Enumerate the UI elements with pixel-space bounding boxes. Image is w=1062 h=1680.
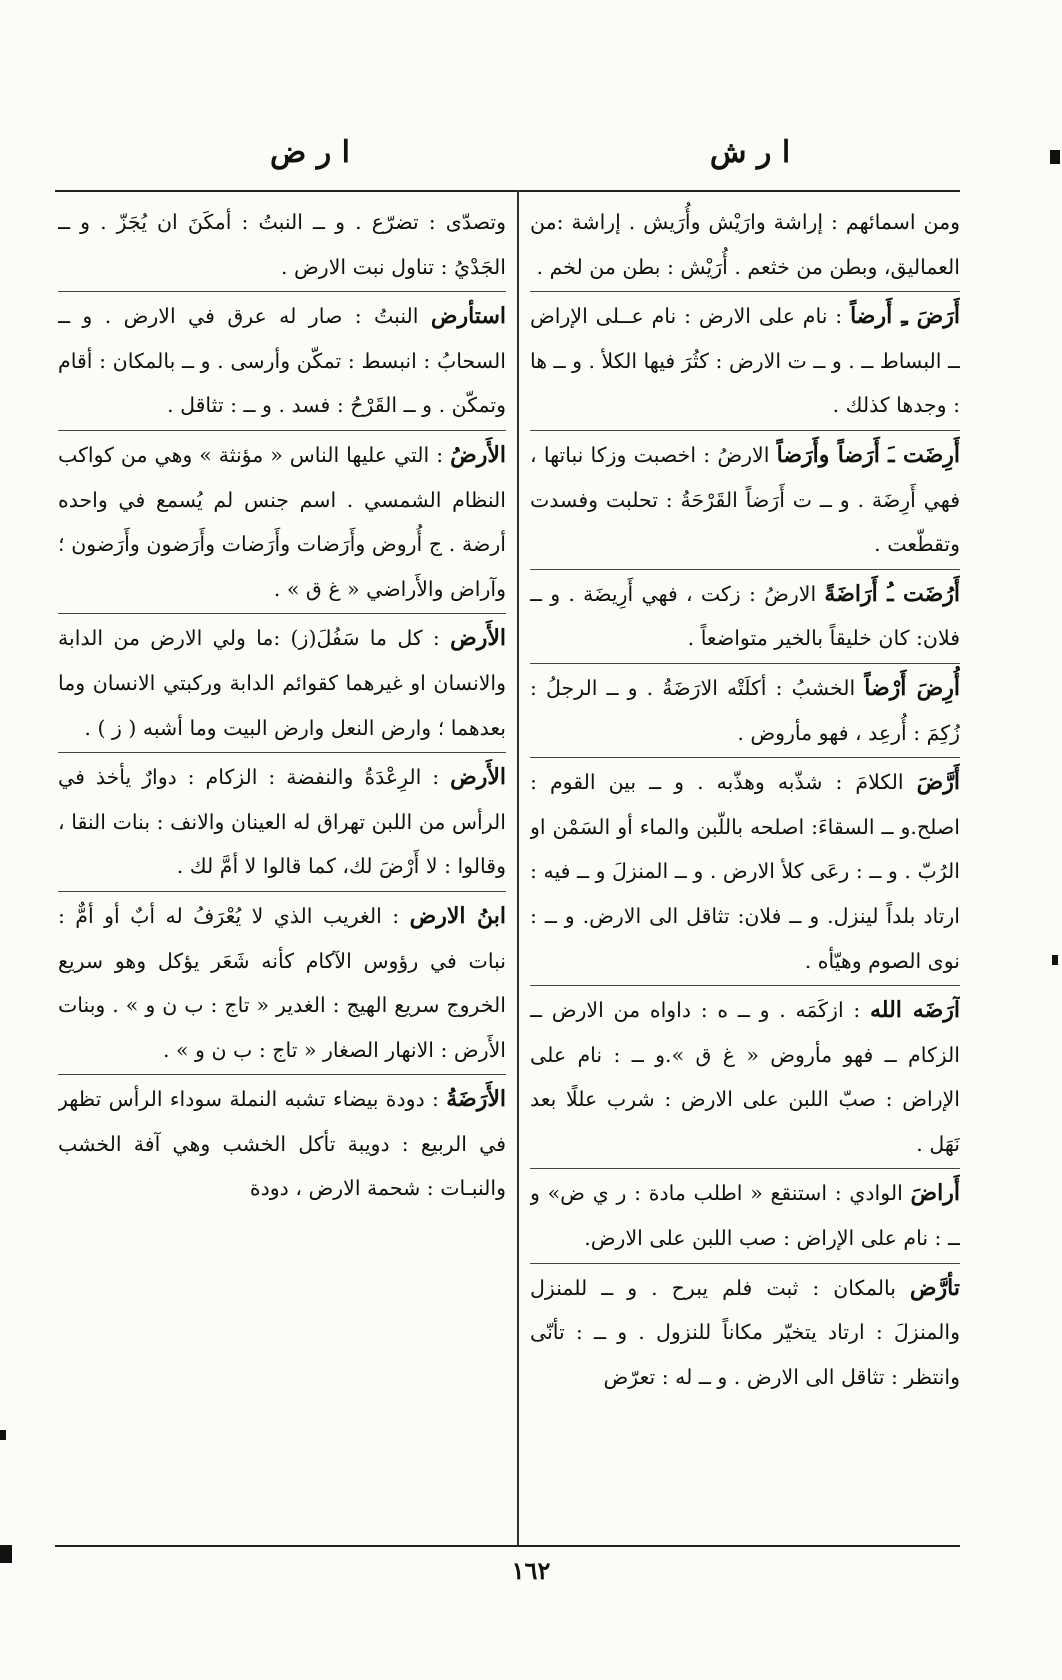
header-rule (55, 190, 960, 192)
entry (530, 569, 960, 663)
definition: : الغريب الذي لا يُعْرَفُ له أبٌ أو أمٌّ : نبات في رؤوس الآكام كأنه شَعَر يؤكل وهو سريع الخروج سريع الهيج : الغدير « تاج : ب ن و » . وبنات الأَرض : الانهار الصغار « تاج : ب ن و » . (58, 903, 506, 1062)
definition: : دودة بيضاء تشبه النملة سوداء الرأس تظهر في الربيع : دويبة تأكل الخشب وهي آفة الخشب والنبـات : شحمة الارض ، دودة (58, 1087, 506, 1201)
entry (530, 291, 960, 430)
running-head-left: ا ر ض (270, 135, 350, 170)
headword: الأَرضُ (450, 441, 506, 468)
entry (530, 663, 960, 757)
scan-edge-mark (1052, 955, 1058, 965)
entry (530, 757, 960, 985)
entry (58, 1074, 506, 1213)
headword: أُرِضَ أَرْضاً (864, 674, 960, 701)
headword: أَرَّضَ (916, 769, 960, 796)
left-column (58, 200, 506, 1540)
right-column (530, 200, 960, 1540)
definition: الخشبُ : أكلَتْه الارَضَةُ . و ــ الرجلُ : زُكِمَ : أُرعِد ، فهو مأروض . (530, 675, 960, 745)
definition: : ازكَمَه . و ــ ه : داواه من الارض ــ الزكام ــ فهو مأروض « غ ق ».و ــ : نام على الإراض : صبّ اللبن على الارض : شرب عللًا بعد نَهَل . (530, 998, 960, 1156)
definition: الارضُ : اخصبت وزكا نباتها ، فهي أَرِضَة . و ــ ت أَرَضاً القَرْحَةُ : تحلبت وفسدت وتقطّعت . (530, 442, 960, 557)
entry (530, 200, 960, 291)
definition: ومن اسمائهم : إراشة وارَيْش وأُرَيش . إراشة :من العماليق، وبطن من خثعم . أُرَيْش : بطن من لخم . (530, 210, 960, 279)
scan-edge-mark (0, 1545, 12, 1563)
definition: الوادي : استنقع « اطلب مادة : ر ي ض» و ــ : نام على الإراض : صب اللبن على الارض. (530, 1181, 960, 1251)
definition: بالمكان : ثبت فلم يبرح . و ــ للمنزل والمنزلَ : ارتاد يتخيّر مكاناً للنزول . و ــ : تأنّى وانتظر : تثاقل الى الارض . و ــ له : تعرّض (530, 1275, 960, 1389)
entry (530, 1263, 960, 1402)
entry (530, 985, 960, 1168)
headword: تأرَّض (909, 1274, 960, 1301)
entry (58, 613, 506, 752)
headword: استأرض (430, 303, 506, 330)
entry (58, 891, 506, 1074)
headword: آرَضَه الله (870, 997, 960, 1024)
scan-edge-mark (0, 1430, 6, 1440)
entry (530, 1168, 960, 1262)
headword: الأَرض (450, 764, 506, 791)
footer-rule (55, 1545, 960, 1547)
definition: وتصدّى : تضرّع . و ــ النبتُ : أمكَنَ ان يُجَزّ . و ــ الجَدْيُ : تناول نبت الارض . (58, 210, 506, 279)
headword: أَرَضَ ـِ أَرضاً (850, 303, 960, 330)
headword: أَراضَ (910, 1180, 960, 1207)
headword: الأَرَضَةُ (446, 1086, 506, 1113)
scan-edge-mark (1050, 150, 1060, 164)
headword: أَرِضَت ـَ أَرَضاً وأَرَضاً (776, 441, 960, 468)
definition: : نام على الارض : نام عــلى الإراض ــ البساط ــ . و ــ ت الارض : كثُرَ فيها الكلأ . و ــ ها : وجدها كذلك . (530, 304, 960, 418)
page-number: ١٦٢ (511, 1556, 551, 1585)
headword: الأَرض (450, 625, 506, 652)
entry (530, 430, 960, 569)
definition: الارضُ : زكت ، فهي أَرِيضَة . و ــ فلان: كان خليقاً بالخير متواضعاً . (530, 581, 960, 651)
headword: ابنُ الارض (409, 902, 506, 929)
definition: : الرِعْدَةُ والنفضة : الزكام : دوارٌ يأخذ في الرأس من اللبن تهراق له العينان والانف : بنات النقا ، وقالوا : لا أَرْضَ لك، كما قالوا لا أمَّ لك . (58, 765, 506, 879)
running-head-right: ا ر ش (709, 135, 791, 170)
definition: : التي عليها الناس « مؤنثة » وهي من كواكب النظام الشمسي . اسم جنس لم يُسمع في واحده أرضة . ج أُروض وأَرَضات وأَرَضات وأَرَضون وأَرَضون ؛ وآراض والأَراضي « غ ق » . (58, 442, 506, 601)
definition: الكلامَ : شذّبه وهذّبه . و ــ بين القوم : اصلح.و ــ السقاءَ: اصلحه باللّبن والماء أو السَمْن او الرُبّ . و ــ : رعَى كلأ الارض . و ــ المنزلَ و ــ فيه : ارتاد بلداً لينزل. و ــ فلان: تثاقل الى الارض. و ــ : نوى الصوم وهيّأه . (530, 770, 960, 973)
definition: : كل ما سَفُلَ(ز) :ما ولي الارض من الدابة والانسان او غيرهما كقوائم الدابة وركبتي الانسان وما بعدهما ؛ وارض النعل وارض البيت وما أشبه ( ز ) . (58, 626, 506, 740)
entry (58, 752, 506, 891)
entry (58, 200, 506, 291)
entry (58, 430, 506, 613)
headword: أَرُضَت ـُ أَرَاضَةً (824, 580, 960, 607)
definition: النبتُ : صار له عرق في الارض . و ــ السحابُ : انبسط : تمكّن وأرسى . و ــ بالمكان : أقام وتمكّن . و ــ القَرْحُ : فسد . و ــ : تثاقل . (58, 304, 506, 418)
column-divider (517, 190, 519, 1545)
entry (58, 291, 506, 430)
